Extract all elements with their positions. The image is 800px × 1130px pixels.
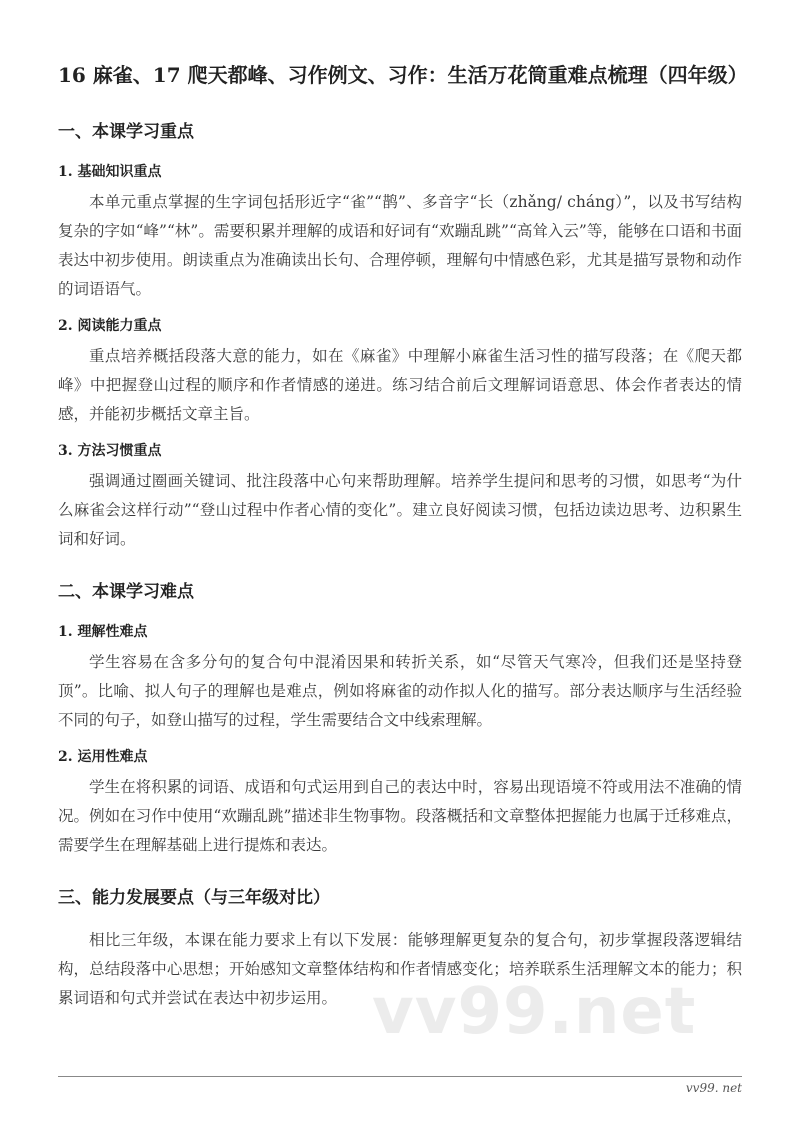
- paragraph: 强调通过圈画关键词、批注段落中心句来帮助理解。培养学生提问和思考的习惯，如思考“为什么麻雀会这样行动”“登山过程中作者心情的变化”。建立良好阅读习惯，包括边读边思考、边积累生词和好词。: [58, 472, 742, 548]
- document-title: 16 麻雀、17 爬天都峰、习作例文、习作：生活万花筒重难点梳理（四年级）: [58, 63, 748, 87]
- paragraph: 学生在将积累的词语、成语和句式运用到自己的表达中时，容易出现语境不符或用法不准确的情况。例如在习作中使用“欢蹦乱跳”描述非生物事物。段落概括和文章整体把握能力也属于迁移难点，需要学生在理解基础上进行提炼和表达。: [58, 778, 742, 854]
- paragraph: 学生容易在含多分句的复合句中混淆因果和转折关系，如“尽管天气寒冷，但我们还是坚持登顶”。比喻、拟人句子的理解也是难点，例如将麻雀的动作拟人化的描写。部分表达顺序与生活经验不同的句子，如登山描写的过程，学生需要结合文中线索理解。: [58, 653, 742, 729]
- section-heading-difficulties: 二、本课学习难点: [58, 582, 194, 602]
- paragraph: 重点培养概括段落大意的能力，如在《麻雀》中理解小麻雀生活习性的描写段落；在《爬天都峰》中把握登山过程的顺序和作者情感的递进。练习结合前后文理解词语意思、体会作者表达的情感，并能初步概括文章主旨。: [58, 347, 742, 423]
- watermark: vv99.net: [372, 975, 697, 1049]
- subheading: 2. 阅读能力重点: [58, 318, 162, 334]
- paragraph: 本单元重点掌握的生字词包括形近字“雀”“鹊”、多音字“长（zhǎng/ cháng）”，以及书写结构复杂的字如“峰”“林”。需要积累并理解的成语和好词有“欢蹦乱跳”“高耸入云”等，能够在口语和书面表达中初步使用。朗读重点为准确读出长句、合理停顿，理解句中情感色彩，尤其是描写景物和动作的词语语气。: [58, 193, 742, 298]
- document-page: [58, 60, 748, 1023]
- subheading: 3. 方法习惯重点: [58, 443, 162, 459]
- footer-divider: [58, 1076, 742, 1077]
- subheading: 1. 基础知识重点: [58, 164, 162, 180]
- subheading: 2. 运用性难点: [58, 749, 148, 765]
- paragraph: 相比三年级，本课在能力要求上有以下发展：能够理解更复杂的复合句，初步掌握段落逻辑结构，总结段落中心思想；开始感知文章整体结构和作者情感变化；培养联系生活理解文本的能力；积累词语和句式并尝试在表达中初步运用。: [58, 931, 742, 1007]
- section-heading-key-points: 一、本课学习重点: [58, 122, 194, 142]
- subheading: 1. 理解性难点: [58, 624, 148, 640]
- section-heading-ability-development: 三、能力发展要点（与三年级对比）: [58, 888, 330, 908]
- footer-site-label: vv99. net: [685, 1081, 742, 1095]
